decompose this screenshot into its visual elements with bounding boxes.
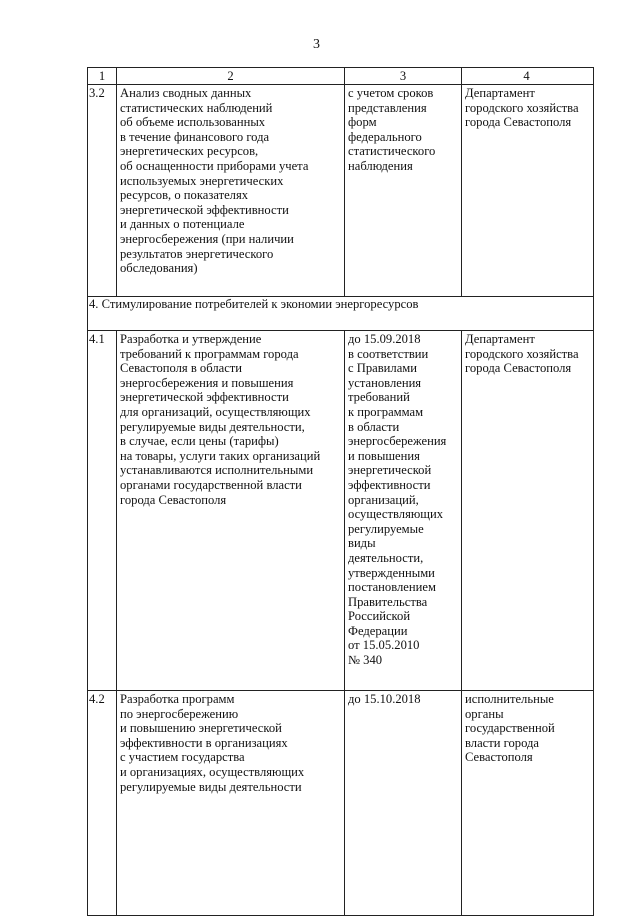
- responsible-cell: Департамент городского хозяйства города Севастополя: [465, 332, 579, 376]
- row-number-text: 4.2: [89, 692, 105, 706]
- action-cell: Разработка и утверждение требований к программам города Севастополя в области энергосбережения и повышения энергетической эффективности для организаций, осуществляющих регулируемые виды деятельности, в случае, если цены (тарифы) на товары, услуги таких организаций устанавливаются исполнительными органами государственной власти города Севастополя: [117, 331, 345, 690]
- table-row: [88, 84, 593, 296]
- term-cell: с учетом сроков представления форм федерального статистического наблюдения: [345, 85, 462, 296]
- table-header-row: [88, 68, 593, 84]
- row-number: [88, 85, 117, 296]
- section-heading: 4. Стимулирование потребителей к экономии энергоресурсов: [89, 297, 419, 311]
- section-heading-row: [88, 296, 593, 330]
- row-number-text: 4.1: [89, 332, 105, 346]
- header-col-1: 1: [88, 68, 117, 84]
- measures-table: [87, 67, 594, 916]
- header-col-4: 4: [523, 69, 530, 83]
- table-row: [88, 330, 593, 690]
- responsible-cell: исполнительные органы государственной власти города Севастополя: [465, 692, 555, 765]
- page-number: 3: [313, 37, 320, 52]
- row-number: [88, 691, 117, 915]
- table-row: [88, 690, 593, 915]
- action-cell: Разработка программ по энергосбережению и повышению энергетической эффективности в организациях с участием государства и организациях, осуществляющих регулируемые виды деятельности: [117, 691, 345, 915]
- row-number-text: 3.2: [89, 86, 105, 100]
- responsible-cell: Департамент городского хозяйства города Севастополя: [465, 86, 579, 130]
- header-col-3: 3: [345, 68, 462, 84]
- action-cell: Анализ сводных данных статистических наблюдений об объеме использованных в течение финансового года энергетических ресурсов, об оснащенности приборами учета используемых энергетических ресурсов, о показателях энергетической эффективности и данных о потенциале энергосбережения (при наличии результатов энергетического обследования): [117, 85, 345, 296]
- term-cell: до 15.10.2018: [345, 691, 462, 915]
- header-col-2: 2: [117, 68, 345, 84]
- term-cell: до 15.09.2018 в соответствии с Правилами установления требований к программам в области энергосбережения и повышения энергетической эффективности организаций, осуществляющих регулируемые виды деятельности, утвержденными постановлением Правительства Российской Федерации от 15.05.2010 № 340: [345, 331, 462, 690]
- row-number: [88, 331, 117, 690]
